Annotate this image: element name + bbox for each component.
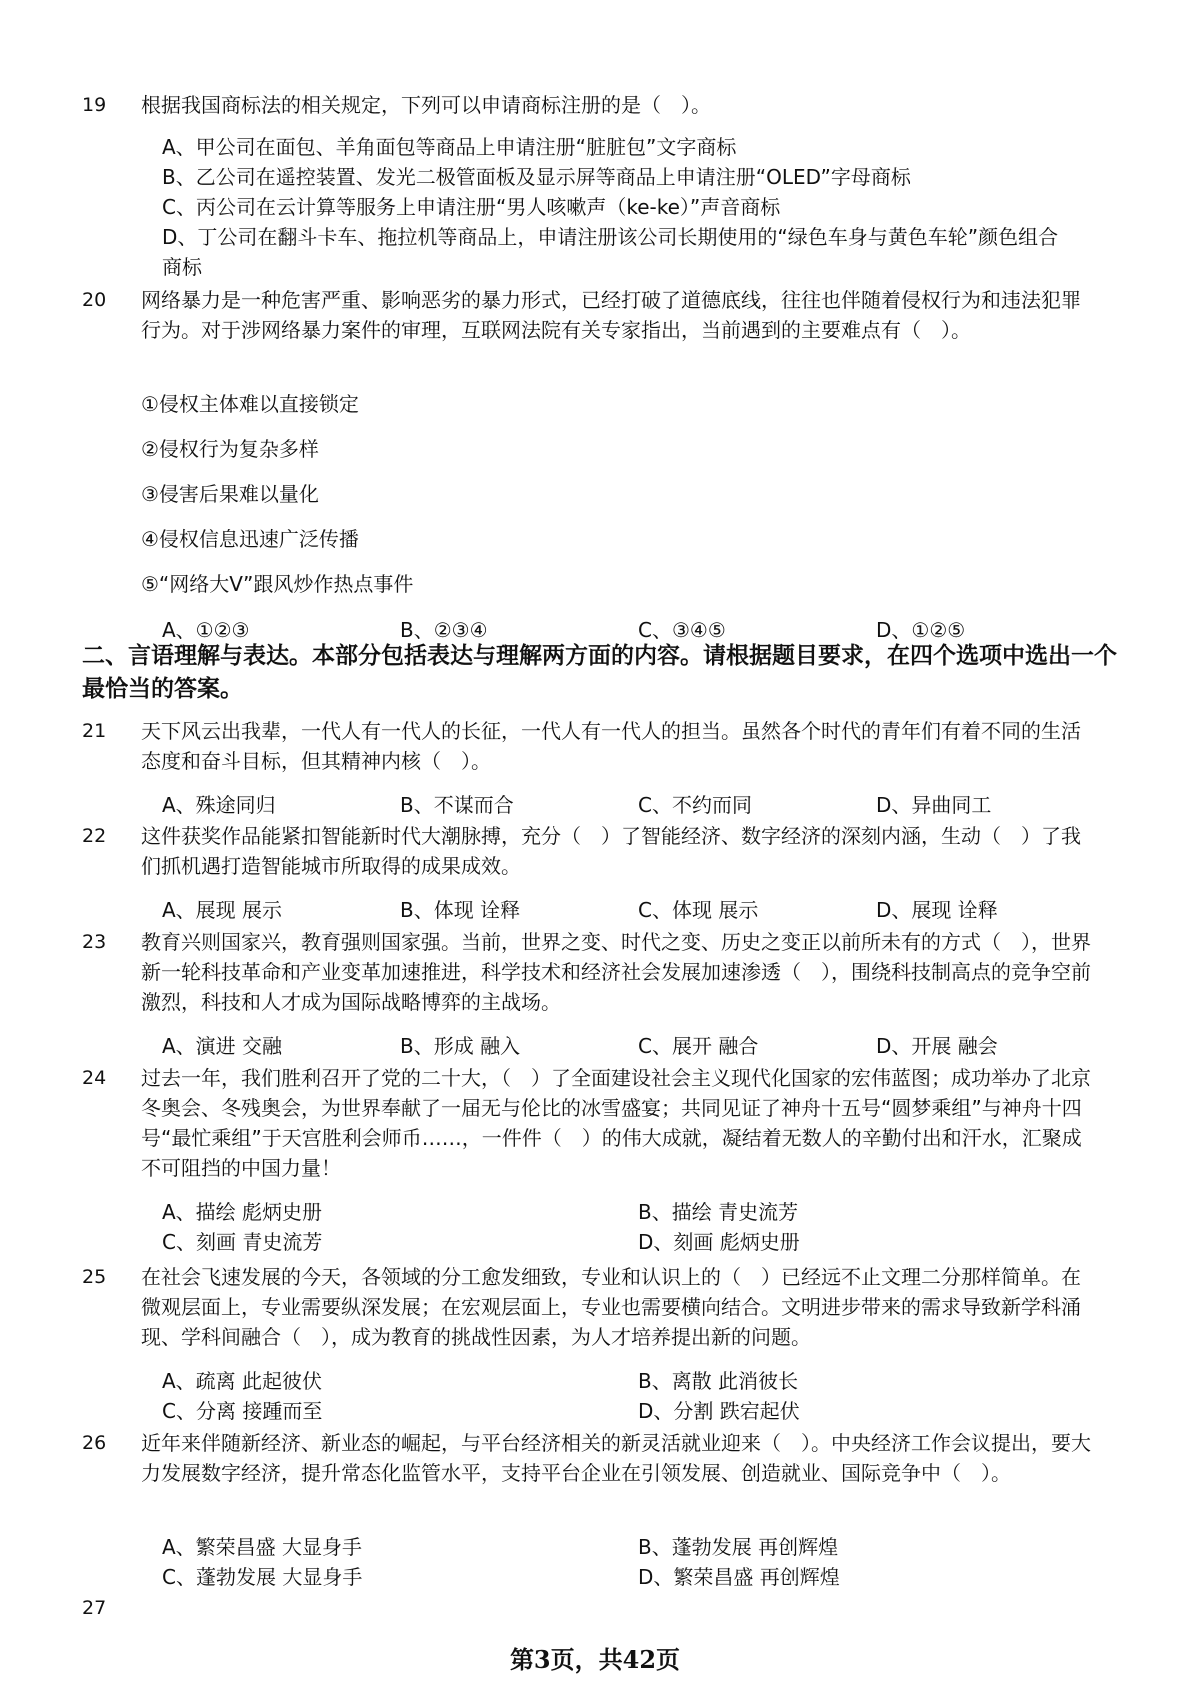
- option-d[interactable]: D、刻画 彪炳史册: [638, 1230, 800, 1254]
- option-d[interactable]: D、开展 融会: [876, 1034, 998, 1058]
- question-number: 26: [82, 1432, 107, 1454]
- question-number: 25: [82, 1266, 107, 1288]
- option-a[interactable]: A、展现 展示: [162, 898, 283, 922]
- option-b[interactable]: B、②③④: [400, 618, 488, 642]
- statement-item: ④侵权信息迅速广泛传播: [141, 527, 359, 551]
- question-stem: 网络暴力是一种危害严重、影响恶劣的暴力形式，已经打破了道德底线，往往也伴随着侵权行为和违法犯罪行为。对于涉网络暴力案件的审理，互联网法院有关专家指出，当前遇到的主要难点有（ ）。: [141, 288, 1081, 342]
- option-d[interactable]: D、分割 跌宕起伏: [638, 1399, 800, 1423]
- question-number: 22: [82, 825, 107, 847]
- question-number: 21: [82, 720, 107, 742]
- option-a[interactable]: A、殊途同归: [162, 793, 276, 817]
- option-b[interactable]: B、蓬勃发展 再创辉煌: [638, 1535, 839, 1559]
- option-b[interactable]: B、离散 此消彼长: [638, 1369, 799, 1393]
- statement-item: ⑤“网络大V”跟风炒作热点事件: [141, 572, 414, 596]
- page-footer: 第3页，共42页: [509, 1645, 681, 1674]
- option-a[interactable]: A、甲公司在面包、羊角面包等商品上申请注册“脏脏包”文字商标: [162, 135, 737, 159]
- option-d[interactable]: D、展现 诠释: [876, 898, 998, 922]
- question-stem: 近年来伴随新经济、新业态的崛起，与平台经济相关的新灵活就业迎来（ ）。中央经济工作会议提出，要大力发展数字经济，提升常态化监管水平，支持平台企业在引领发展、创造就业、国际竞争中（ ）。: [141, 1431, 1091, 1485]
- option-d[interactable]: D、①②⑤: [876, 618, 966, 642]
- option-a[interactable]: A、描绘 彪炳史册: [162, 1200, 323, 1224]
- question-stem: 在社会飞速发展的今天，各领域的分工愈发细致，专业和认识上的（ ）已经远不止文理二分那样简单。在微观层面上，专业需要纵深发展；在宏观层面上，专业也需要横向结合。文明进步带来的需求导致新学科涌现、学科间融合（ ），成为教育的挑战性因素，为人才培养提出新的问题。: [141, 1265, 1081, 1349]
- option-a[interactable]: A、①②③: [162, 618, 250, 642]
- question-number: 23: [82, 931, 107, 953]
- option-c[interactable]: C、丙公司在云计算等服务上申请注册“男人咳嗽声（ke-ke）”声音商标: [162, 195, 781, 219]
- option-c[interactable]: C、刻画 青史流芳: [162, 1230, 323, 1254]
- section-heading: 二、言语理解与表达。本部分包括表达与理解两方面的内容。请根据题目要求，在四个选项中选出一个最恰当的答案。: [82, 643, 1117, 702]
- option-b[interactable]: B、乙公司在遥控装置、发光二极管面板及显示屏等商品上申请注册“OLED”字母商标: [162, 165, 911, 189]
- question-stem: 过去一年，我们胜利召开了党的二十大，（ ）了全面建设社会主义现代化国家的宏伟蓝图；成功举办了北京冬奥会、冬残奥会，为世界奉献了一届无与伦比的冰雪盛宴；共同见证了神舟十五号“圆梦乘组”与神舟十四号“最忙乘组”于天宫胜利会师币……，一件件（ ）的伟大成就，凝结着无数人的辛勤付出和汗水，汇聚成不可阻挡的中国力量！: [141, 1066, 1091, 1180]
- option-a[interactable]: A、疏离 此起彼伏: [162, 1369, 323, 1393]
- statement-item: ③侵害后果难以量化: [141, 482, 319, 506]
- question-stem: 这件获奖作品能紧扣智能新时代大潮脉搏，充分（ ）了智能经济、数字经济的深刻内涵，生动（ ）了我们抓机遇打造智能城市所取得的成果成效。: [141, 824, 1081, 878]
- option-b[interactable]: B、描绘 青史流芳: [638, 1200, 799, 1224]
- option-a[interactable]: A、繁荣昌盛 大显身手: [162, 1535, 363, 1559]
- option-d[interactable]: D、繁荣昌盛 再创辉煌: [638, 1565, 840, 1589]
- option-a[interactable]: A、演进 交融: [162, 1034, 283, 1058]
- option-c[interactable]: C、体现 展示: [638, 898, 759, 922]
- question-stem: 天下风云出我辈，一代人有一代人的长征，一代人有一代人的担当。虽然各个时代的青年们有着不同的生活态度和奋斗目标，但其精神内核（ ）。: [141, 719, 1081, 773]
- option-d[interactable]: D、丁公司在翻斗卡车、拖拉机等商品上，申请注册该公司长期使用的“绿色车身与黄色车轮”颜色组合商标: [162, 225, 1059, 279]
- option-c[interactable]: C、蓬勃发展 大显身手: [162, 1565, 363, 1589]
- option-b[interactable]: B、不谋而合: [400, 793, 514, 817]
- question-number: 19: [82, 94, 107, 116]
- option-c[interactable]: C、③④⑤: [638, 618, 726, 642]
- question-stem: 教育兴则国家兴，教育强则国家强。当前，世界之变、时代之变、历史之变正以前所未有的方式（ ），世界新一轮科技革命和产业变革加速推进，科学技术和经济社会发展加速渗透（ ），围绕科技制高点的竞争空前激烈，科技和人才成为国际战略博弈的主战场。: [141, 930, 1091, 1014]
- option-b[interactable]: B、体现 诠释: [400, 898, 521, 922]
- question-number: 24: [82, 1067, 107, 1089]
- question-number: 27: [82, 1597, 107, 1619]
- option-c[interactable]: C、不约而同: [638, 793, 752, 817]
- question-stem: 根据我国商标法的相关规定，下列可以申请商标注册的是（ ）。: [141, 93, 711, 117]
- option-d[interactable]: D、异曲同工: [876, 793, 992, 817]
- statement-item: ①侵权主体难以直接锁定: [141, 392, 359, 416]
- statement-item: ②侵权行为复杂多样: [141, 437, 319, 461]
- question-number: 20: [82, 289, 107, 311]
- option-c[interactable]: C、展开 融合: [638, 1034, 759, 1058]
- option-c[interactable]: C、分离 接踵而至: [162, 1399, 323, 1423]
- option-b[interactable]: B、形成 融入: [400, 1034, 521, 1058]
